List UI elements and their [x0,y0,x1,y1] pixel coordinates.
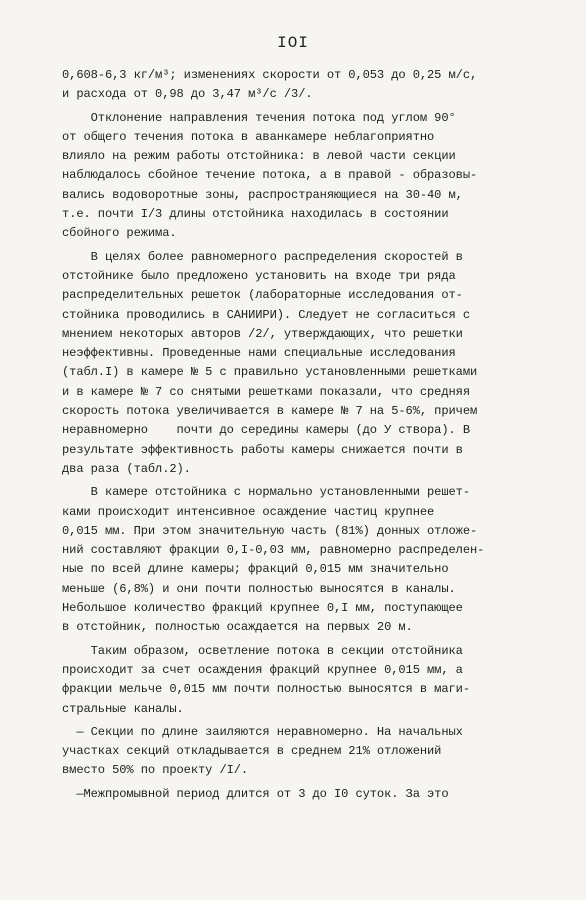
text-line: и в камере № 7 со снятыми решетками показали, что средняя [62,384,470,399]
text-line: вместо 50% по проекту /I/. [62,763,249,778]
text-line: стральные каналы. [62,701,184,716]
text-line: в отстойник, полностью осаждается на первых 20 м. [62,620,413,635]
document-text [62,66,562,804]
text-line: скорость потока увеличивается в камере № 7 на 5-6%, причем [62,404,478,419]
text-line: неравномерно почти до середины камеры (до У створа). В [62,423,470,438]
text-line: 0,015 мм. При этом значительную часть (81%) донных отложе- [62,523,478,538]
text-line: —Межпромывной период длится от 3 до I0 суток. За это [62,786,449,801]
paragraph [62,248,562,480]
paragraph [62,483,562,637]
text-line: Отклонение направления течения потока под углом 90° [62,110,456,125]
text-line: (табл.I) в камере № 5 с правильно установленными решетками [62,365,478,380]
text-line: от общего течения потока в аванкамере неблагоприятно [62,129,435,144]
paragraph [62,723,562,781]
text-line: мнением некоторых авторов /2/, утверждающих, что решетки [62,326,463,341]
text-line: ные по всей длине камеры; фракций 0,015 мм значительно [62,562,449,577]
text-line: результате эффективность работы камеры снижается почти в [62,442,463,457]
paragraph [62,785,562,804]
text-line: ками происходит интенсивное осаждение частиц крупнее [62,504,435,519]
text-line: стойника проводились в САНИИРИ). Следует не согласиться с [62,307,470,322]
text-line: фракции мельче 0,015 мм почти полностью выносятся в маги- [62,682,470,697]
text-line: 0,608-6,3 кг/м³; изменениях скорости от 0,053 до 0,25 м/с, [62,68,478,82]
text-line: сбойного режима. [62,226,177,241]
text-line: Небольшое количество фракций крупнее 0,I мм, поступающее [62,601,463,616]
text-line: В камере отстойника с нормально установленными решет- [62,485,470,500]
text-line: — Секции по длине заиляются неравномерно. На начальных [62,724,463,739]
text-line: Таким образом, осветление потока в секции отстойника [62,643,463,658]
text-line: распределительных решеток (лабораторные исследования от- [62,288,463,303]
text-line: влияло на режим работы отстойника: в левой части секции [62,149,456,164]
text-line: т.е. почти I/3 длины отстойника находилась в состоянии [62,207,449,222]
text-line: ний составляют фракции 0,I-0,03 мм, равномерно распределен- [62,543,485,558]
text-line: неэффективны. Проведенные нами специальные исследования [62,346,456,361]
text-line: участках секций откладывается в среднем 21% отложений [62,744,442,759]
paragraph [62,66,562,105]
text-line: отстойнике было предложено установить на входе три ряда [62,268,456,283]
text-line: вались водоворотные зоны, распространяющиеся на 30-40 м, [62,187,463,202]
text-line: происходит за счет осаждения фракций крупнее 0,015 мм, а [62,662,463,677]
text-line: наблюдалось сбойное течение потока, а в правой - образовы- [62,168,478,183]
text-line: меньше (6,8%) и они почти полностью выносятся в каналы. [62,581,456,596]
paragraph [62,109,562,244]
text-line: два раза (табл.2). [62,461,191,476]
paragraph [62,642,562,719]
page-number: IOI [277,34,309,52]
text-line: и расхода от 0,98 до 3,47 м³/с /3/. [62,87,313,102]
text-line: В целях более равномерного распределения скоростей в [62,249,463,264]
